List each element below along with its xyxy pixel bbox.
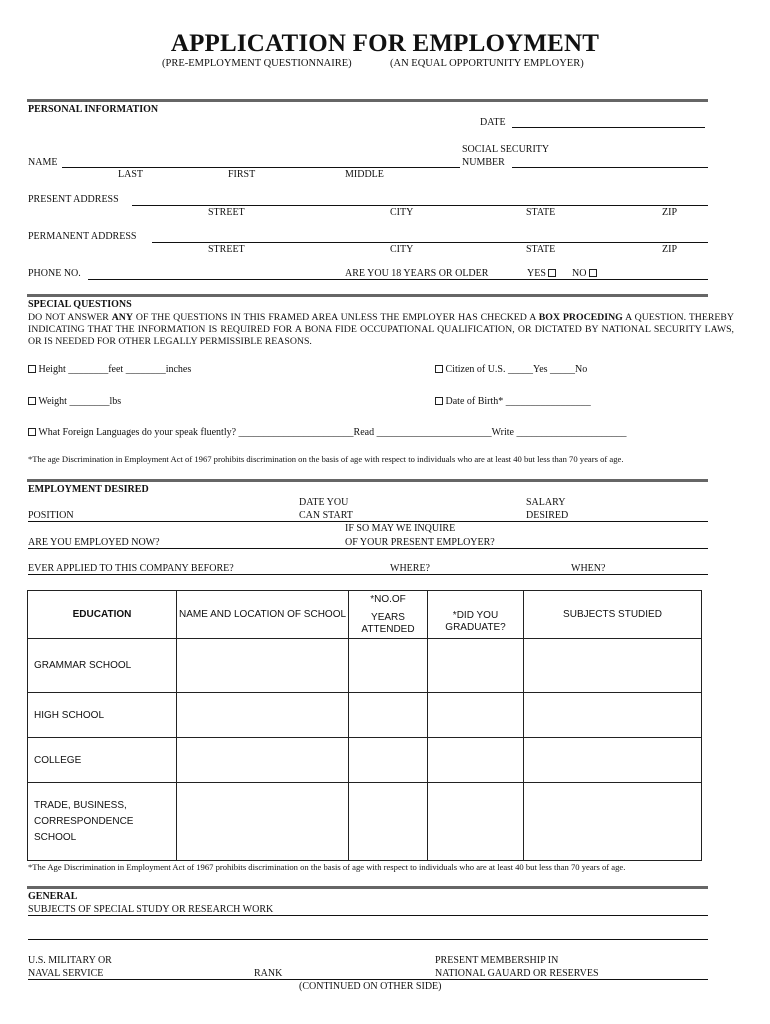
age-no-checkbox[interactable] [589, 269, 597, 277]
table-row [28, 693, 702, 738]
section-divider [27, 294, 708, 297]
age-yes-option[interactable] [525, 268, 558, 279]
permanent-zip-caption: ZIP [662, 244, 677, 255]
personal-info-heading: PERSONAL INFORMATION [28, 104, 159, 115]
high-school-graduate-cell[interactable] [428, 693, 524, 738]
when-label: WHEN? [571, 563, 606, 574]
ssn-field[interactable] [512, 167, 708, 168]
salary-label-1: SALARY [526, 497, 566, 508]
high-school-label: HIGH SCHOOL [28, 693, 177, 738]
school-col-header: NAME AND LOCATION OF SCHOOL [177, 591, 349, 639]
present-street-caption: STREET [208, 207, 245, 218]
permanent-street-caption: STREET [208, 244, 245, 255]
inquire-label-2: OF YOUR PRESENT EMPLOYER? [345, 537, 495, 548]
education-col-header: EDUCATION [28, 591, 177, 639]
grammar-school-subjects-cell[interactable] [524, 639, 702, 693]
section-divider [27, 479, 708, 482]
position-field[interactable] [28, 521, 708, 522]
college-years-cell[interactable] [349, 738, 428, 783]
graduate-col-header: *DID YOU GRADUATE? [428, 591, 524, 639]
permanent-address-label: PERMANENT ADDRESS [28, 231, 137, 242]
high-school-years-cell[interactable] [349, 693, 428, 738]
general-heading: GENERAL [28, 891, 78, 902]
education-table [27, 590, 702, 861]
table-row [28, 783, 702, 861]
languages-checkbox[interactable] [28, 428, 36, 436]
applied-before-field[interactable] [28, 574, 708, 575]
citizen-question[interactable]: Citizen of U.S. _____Yes _____No [435, 364, 587, 375]
rank-label: RANK [254, 968, 283, 979]
ssn-label-1: SOCIAL SECURITY [462, 144, 550, 155]
where-label: WHERE? [390, 563, 430, 574]
permanent-state-caption: STATE [526, 244, 556, 255]
college-name-cell[interactable] [177, 738, 349, 783]
trade-school-years-cell[interactable] [349, 783, 428, 861]
military-label-1: U.S. MILITARY OR [28, 955, 112, 966]
age-no-option[interactable] [570, 268, 599, 279]
permanent-city-caption: CITY [390, 244, 414, 255]
trade-school-label: TRADE, BUSINESS, CORRESPONDENCE SCHOOL [28, 783, 177, 861]
subjects-col-header: SUBJECTS STUDIED [524, 591, 702, 639]
special-questions-instructions: DO NOT ANSWER ANY OF THE QUESTIONS IN THIS FRAMED AREA UNLESS THE EMPLOYER HAS CHECKED A BOX PROCEDING A QUESTION. THEREBY INDICATING THAT THE INFORMATION IS REQUIRED FOR A BONA FIDE OCCUPATIONAL QUALIFICATION, OR DICTATED BY NATIONAL SECURITY LAWS, OR IS NEEDED FOR OTHER LEGALLY PERMISSIBLE REASONS. [28, 312, 734, 347]
name-first-caption: FIRST [228, 169, 256, 180]
grammar-school-graduate-cell[interactable] [428, 639, 524, 693]
special-study-field[interactable] [28, 915, 708, 916]
section-divider [27, 99, 708, 102]
form-subtitle-left: (PRE-EMPLOYMENT QUESTIONNAIRE) [162, 58, 352, 69]
form-subtitle-right: (AN EQUAL OPPORTUNITY EMPLOYER) [390, 58, 584, 69]
date-start-label-2: CAN START [299, 510, 353, 521]
age-question-label: ARE YOU 18 YEARS OR OLDER [345, 268, 492, 279]
age-discrimination-footnote: *The age Discrimination in Employment Act of 1967 prohibits discrimination on the basis of age with respect to individuals who are at least 40 but less than 70 years of age. [28, 454, 624, 464]
inquire-label-1: IF SO MAY WE INQUIRE [345, 523, 456, 534]
present-address-field[interactable] [132, 205, 708, 206]
table-row [28, 591, 702, 639]
employed-now-label: ARE YOU EMPLOYED NOW? [28, 537, 160, 548]
table-row [28, 738, 702, 783]
name-last-caption: LAST [118, 169, 143, 180]
employment-desired-heading: EMPLOYMENT DESIRED [28, 484, 149, 495]
grammar-school-years-cell[interactable] [349, 639, 428, 693]
age-no-label: NO [572, 268, 587, 279]
height-checkbox[interactable] [28, 365, 36, 373]
membership-label-1: PRESENT MEMBERSHIP IN [435, 955, 559, 966]
grammar-school-name-cell[interactable] [177, 639, 349, 693]
phone-field[interactable] [88, 279, 708, 280]
trade-school-name-cell[interactable] [177, 783, 349, 861]
military-label-2: NAVAL SERVICE [28, 968, 104, 979]
age-yes-label: YES [527, 268, 546, 279]
present-zip-caption: ZIP [662, 207, 677, 218]
college-subjects-cell[interactable] [524, 738, 702, 783]
form-title: APPLICATION FOR EMPLOYMENT [170, 30, 600, 57]
languages-question[interactable]: What Foreign Languages do your speak fluently? _______________________Read _______________________Write ______________________ [28, 427, 626, 438]
permanent-address-field[interactable] [152, 242, 708, 243]
date-label: DATE [480, 117, 506, 128]
dob-checkbox[interactable] [435, 397, 443, 405]
dob-question[interactable]: Date of Birth* _________________ [435, 396, 591, 407]
years-col-header: *NO.OF YEARS ATTENDED [349, 591, 428, 639]
grammar-school-label: GRAMMAR SCHOOL [28, 639, 177, 693]
present-state-caption: STATE [526, 207, 556, 218]
height-question[interactable]: Height ________feet ________inches [28, 364, 191, 375]
age-yes-checkbox[interactable] [548, 269, 556, 277]
ssn-label-2: NUMBER [462, 157, 505, 168]
citizen-checkbox[interactable] [435, 365, 443, 373]
present-address-label: PRESENT ADDRESS [28, 194, 119, 205]
special-study-label: SUBJECTS OF SPECIAL STUDY OR RESEARCH WORK [28, 904, 274, 915]
education-footnote: *The Age Discrimination in Employment Act of 1967 prohibits discrimination on the basis of age with respect to individuals who are at least 40 but less than 70 years of age. [28, 862, 626, 872]
special-questions-heading: SPECIAL QUESTIONS [28, 299, 132, 310]
college-graduate-cell[interactable] [428, 738, 524, 783]
date-field[interactable] [512, 127, 705, 128]
salary-label-2: DESIRED [526, 510, 569, 521]
weight-question[interactable]: Weight ________lbs [28, 396, 121, 407]
college-label: COLLEGE [28, 738, 177, 783]
military-field[interactable] [28, 979, 708, 980]
high-school-subjects-cell[interactable] [524, 693, 702, 738]
applied-before-label: EVER APPLIED TO THIS COMPANY BEFORE? [28, 563, 234, 574]
name-field[interactable] [62, 167, 460, 168]
employed-now-field[interactable] [28, 548, 708, 549]
date-start-label-1: DATE YOU [299, 497, 349, 508]
membership-label-2: NATIONAL GAUARD OR RESERVES [435, 968, 599, 979]
trade-school-subjects-cell[interactable] [524, 783, 702, 861]
section-divider [27, 886, 708, 889]
phone-label: PHONE NO. [28, 268, 81, 279]
position-label: POSITION [28, 510, 74, 521]
weight-checkbox[interactable] [28, 397, 36, 405]
name-middle-caption: MIDDLE [345, 169, 384, 180]
trade-school-graduate-cell[interactable] [428, 783, 524, 861]
present-city-caption: CITY [390, 207, 414, 218]
continued-note: (CONTINUED ON OTHER SIDE) [299, 981, 442, 992]
high-school-name-cell[interactable] [177, 693, 349, 738]
table-row [28, 639, 702, 693]
special-study-field-2[interactable] [28, 939, 708, 940]
name-label: NAME [28, 157, 58, 168]
